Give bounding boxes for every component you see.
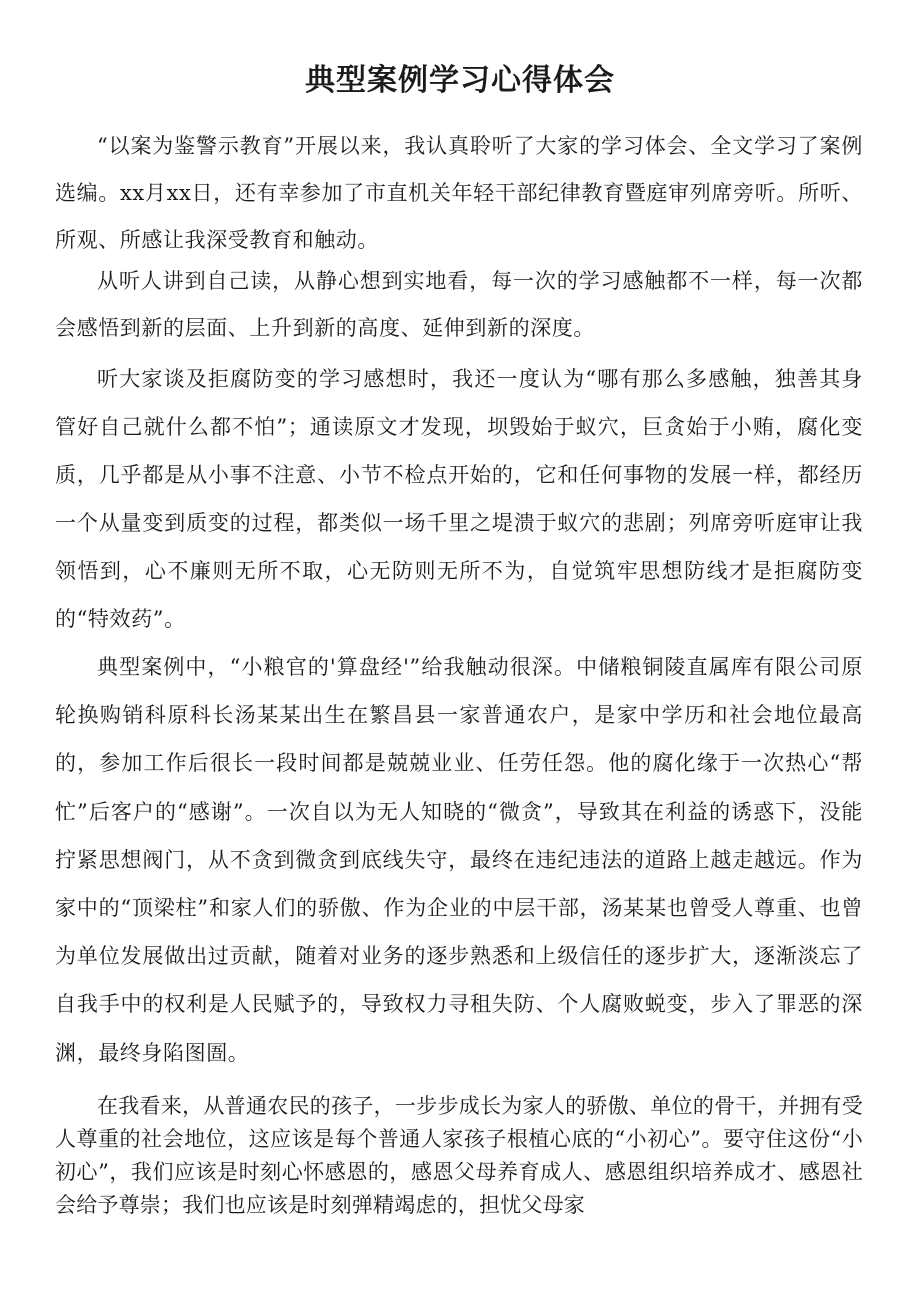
paragraph-intro: “以案为鉴警示教育”开展以来，我认真聆听了大家的学习体会、全文学习了案例选编。xx月xx日，还有幸参加了市直机关年轻干部纪律教育暨庭审列席旁听。所听、所观、所感让我深受教育和触动。 [55,134,863,252]
paragraph-case-study: 典型案例中，“小粮官的'算盘经'”给我触动很深。中储粮铜陵直属库有限公司原轮换购销科原科长汤某某出生在繁昌县一家普通农户，是家中学历和社会地位最高的，参加工作后很长一段时间都是兢兢业业、任劳任怨。他的腐化缘于一次热心“帮忙”后客户的“感谢”。一次自以为无人知晓的“微贪”，导致其在利益的诱惑下，没能拧紧思想阀门，从不贪到微贪到底线失守，最终在违纪违法的道路上越走越远。作为家中的“顶梁柱”和家人们的骄傲、作为企业的中层干部，汤某某也曾受人尊重、也曾为单位发展做出过贡献，随着对业务的逐步熟悉和上级信任的逐步扩大，逐渐淡忘了自我手中的权利是人民赋予的，导致权力寻租失防、个人腐败蜕变，步入了罪恶的深渊，最终身陷图圄。 [55,655,863,1065]
document-title: 典型案例学习心得体会 [305,63,615,98]
paragraph-anti-corruption: 听大家谈及拒腐防变的学习感想时，我还一度认为“哪有那么多感触，独善其身管好自己就什么都不怕”；通读原文才发现，坝毁始于蚁穴，巨贪始于小贿，腐化变质，几乎都是从小事不注意、小节不检点开始的，它和任何事物的发展一样，都经历一个从量变到质变的过程，都类似一场千里之堤溃于蚁穴的悲剧；列席旁听庭审让我领悟到，心不廉则无所不取，心无防则无所不为，自觉筑牢思想防线才是拒腐防变的“特效药”。 [55,367,863,631]
paragraph-reflection: 在我看来，从普通农民的孩子，一步步成长为家人的骄傲、单位的骨干，并拥有受人尊重的社会地位，这应该是每个普通人家孩子根植心底的“小初心”。要守住这份“小初心”，我们应该是时刻心怀感恩的，感恩父母养育成人、感恩组织培养成才、感恩社会给予尊崇；我们也应该是时刻弹精竭虑的，担忧父母家 [55,1094,863,1217]
paragraph-learning: 从听人讲到自己读，从静心想到实地看，每一次的学习感触都不一样，每一次都会感悟到新的层面、上升到新的高度、延伸到新的深度。 [55,269,863,340]
